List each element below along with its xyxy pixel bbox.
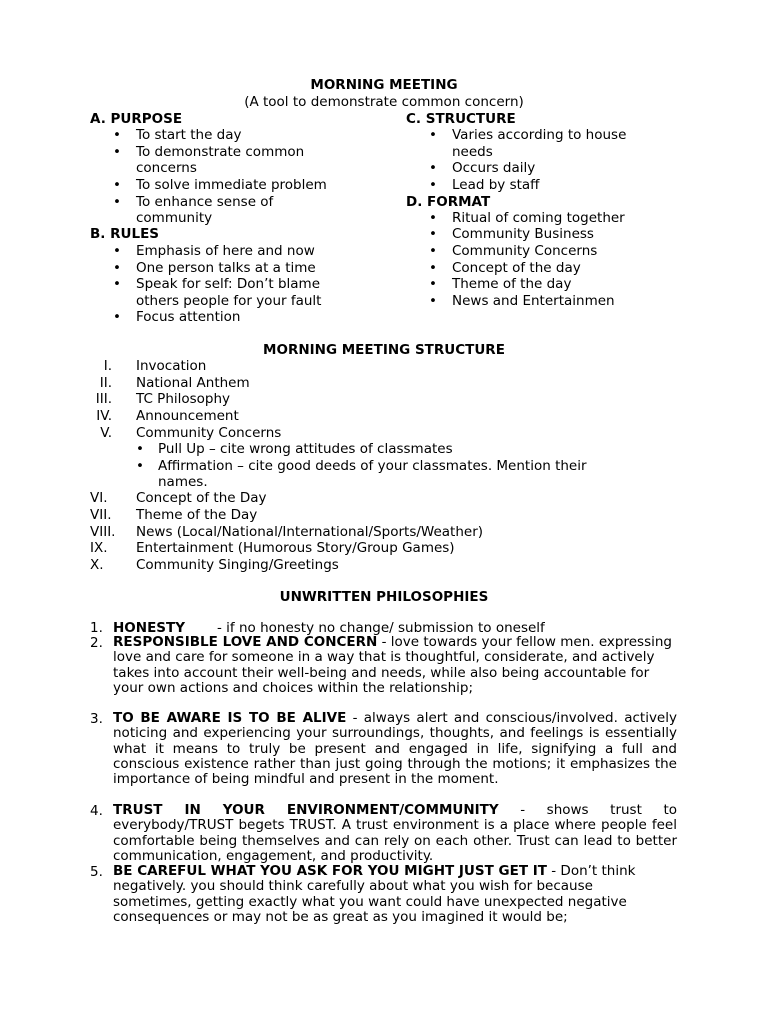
list-number: II. xyxy=(99,375,112,391)
list-item xyxy=(113,177,121,194)
list-item-text: To solve immediate problem xyxy=(136,177,327,193)
list-item xyxy=(429,160,437,177)
bullet-icon: • xyxy=(429,177,437,193)
list-item-text: Announcement xyxy=(136,408,239,424)
list-item xyxy=(113,127,121,144)
list-number: 2. xyxy=(90,635,103,651)
list-item-text: Theme of the day xyxy=(452,276,572,292)
list-item-text: To start the day xyxy=(136,127,242,143)
list-item-text: To enhance sense of xyxy=(136,194,274,210)
list-item-text: News (Local/National/International/Sports/Weather) xyxy=(136,524,484,540)
list-number: 5. xyxy=(90,864,103,880)
bullet-icon: • xyxy=(429,160,437,176)
list-item-text: Focus attention xyxy=(136,309,241,325)
list-item xyxy=(429,293,437,310)
bullet-icon: • xyxy=(429,210,437,226)
list-item-text: Ritual of coming together xyxy=(452,210,625,226)
list-item-text: Concept of the day xyxy=(452,260,581,276)
list-number: X. xyxy=(90,557,104,573)
list-item xyxy=(113,276,121,293)
list-item-text: To demonstrate common xyxy=(136,144,305,160)
list-item-text: others people for your fault xyxy=(136,293,322,309)
list-item xyxy=(429,243,437,260)
list-item xyxy=(113,260,121,277)
list-number: III. xyxy=(95,391,112,407)
bullet-icon: • xyxy=(429,226,437,242)
list-number: IV. xyxy=(96,408,112,424)
list-item xyxy=(113,194,121,211)
list-item-text: Lead by staff xyxy=(452,177,540,193)
list-item-text: Varies according to house xyxy=(452,127,627,143)
list-item-text: National Anthem xyxy=(136,375,250,391)
list-item xyxy=(113,309,121,326)
list-item-text: Emphasis of here and now xyxy=(136,243,315,259)
bullet-icon: • xyxy=(113,177,121,193)
list-number: 4. xyxy=(90,803,103,819)
bullet-icon: • xyxy=(113,260,121,276)
list-item-text: Concept of the Day xyxy=(136,490,267,506)
list-item-text: Theme of the Day xyxy=(136,507,258,523)
list-item-text: Community Business xyxy=(452,226,594,242)
bullet-icon: • xyxy=(113,194,121,210)
philosophy-title: TRUST IN YOUR ENVIRONMENT/COMMUNITY xyxy=(113,802,499,818)
bullet-icon: • xyxy=(429,276,437,292)
philosophy-text: - if no honesty no change/ submission to oneself xyxy=(217,620,545,636)
bullet-icon: • xyxy=(136,458,144,474)
list-item-text: Occurs daily xyxy=(452,160,536,176)
sub-list-item-text: names. xyxy=(158,474,208,490)
philosophy-text: - shows trust to everybody/TRUST begets TRUST. A trust environment is a place where people feel comfortable being themselves and can rely on each other. Trust can lead to better communication, engagement, and productivity. xyxy=(113,802,677,864)
list-item xyxy=(113,144,121,161)
list-item xyxy=(429,177,437,194)
philosophy-item xyxy=(113,803,677,864)
list-item xyxy=(429,226,437,243)
list-item xyxy=(429,127,437,144)
bullet-icon: • xyxy=(429,260,437,276)
list-item xyxy=(136,441,144,458)
list-number: VI. xyxy=(90,490,108,506)
philosophies-heading: UNWRITTEN PHILOSOPHIES xyxy=(279,589,489,605)
list-item xyxy=(429,260,437,277)
rules-heading: B. RULES xyxy=(90,226,160,242)
list-number: IX. xyxy=(90,540,108,556)
structure-heading: C. STRUCTURE xyxy=(406,111,516,127)
bullet-icon: • xyxy=(429,243,437,259)
document-subtitle: (A tool to demonstrate common concern) xyxy=(244,94,524,110)
list-item-text: Community Singing/Greetings xyxy=(136,557,339,573)
bullet-icon: • xyxy=(136,441,144,457)
list-number: VII. xyxy=(90,507,112,523)
philosophy-text: - love towards your fellow men. expressing love and care for someone in a way that is thoughtful, considerate, and actively takes into account their well-being and needs, while also being accountable for your own actions and choices within the relationship; xyxy=(113,634,672,696)
philosophy-item xyxy=(113,711,677,787)
list-number: 3. xyxy=(90,711,103,727)
philosophy-title: BE CAREFUL WHAT YOU ASK FOR YOU MIGHT JUST GET IT xyxy=(113,863,547,879)
list-item-text: Community Concerns xyxy=(136,425,282,441)
bullet-icon: • xyxy=(429,293,437,309)
list-item-text: concerns xyxy=(136,160,197,176)
sub-list-item-text: Pull Up – cite wrong attitudes of classmates xyxy=(158,441,453,457)
philosophy-title: RESPONSIBLE LOVE AND CONCERN xyxy=(113,634,378,650)
philosophy-item xyxy=(113,635,677,696)
bullet-icon: • xyxy=(113,309,121,325)
format-heading: D. FORMAT xyxy=(406,194,491,210)
bullet-icon: • xyxy=(113,144,121,160)
list-item-text: Speak for self: Don’t blame xyxy=(136,276,321,292)
list-item-text: Invocation xyxy=(136,358,207,374)
list-item xyxy=(429,276,437,293)
list-number: V. xyxy=(100,425,112,441)
list-item-text: needs xyxy=(452,144,493,160)
list-item-text: Entertainment (Humorous Story/Group Games) xyxy=(136,540,455,556)
document-title: MORNING MEETING xyxy=(310,77,458,93)
sub-list-item-text: Affirmation – cite good deeds of your classmates. Mention their xyxy=(158,458,587,474)
purpose-heading: A. PURPOSE xyxy=(90,111,183,127)
philosophy-text: - always alert and conscious/involved. actively noticing and experiencing your surroundings, thoughts, and feelings is essentially what it means to truly be present and engaged in life, signifying a full and conscious existence rather than just going through the motions; it emphasizes the importance of being mindful and present in the moment. xyxy=(113,710,677,788)
list-number: VIII. xyxy=(90,524,116,540)
list-item-text: community xyxy=(136,210,213,226)
bullet-icon: • xyxy=(113,243,121,259)
list-item-text: Community Concerns xyxy=(452,243,598,259)
philosophy-text: - Don’t think negatively. you should think carefully about what you wish for because sometimes, getting exactly what you want could have unexpected negative consequences or may not be as great as you imagined it would be; xyxy=(113,863,636,925)
philosophy-item xyxy=(113,864,661,925)
list-item xyxy=(136,458,144,475)
list-item xyxy=(429,210,437,227)
list-item-text: One person talks at a time xyxy=(136,260,316,276)
list-number: 1. xyxy=(90,620,103,636)
philosophy-title: HONESTY xyxy=(113,620,186,636)
meeting-structure-heading: MORNING MEETING STRUCTURE xyxy=(263,342,505,358)
list-number: I. xyxy=(103,358,112,374)
philosophy-title: TO BE AWARE IS TO BE ALIVE xyxy=(113,710,347,726)
list-item-text: TC Philosophy xyxy=(136,391,231,407)
bullet-icon: • xyxy=(113,127,121,143)
bullet-icon: • xyxy=(113,276,121,292)
bullet-icon: • xyxy=(429,127,437,143)
list-item-text: News and Entertainmen xyxy=(452,293,615,309)
list-item xyxy=(113,243,121,260)
